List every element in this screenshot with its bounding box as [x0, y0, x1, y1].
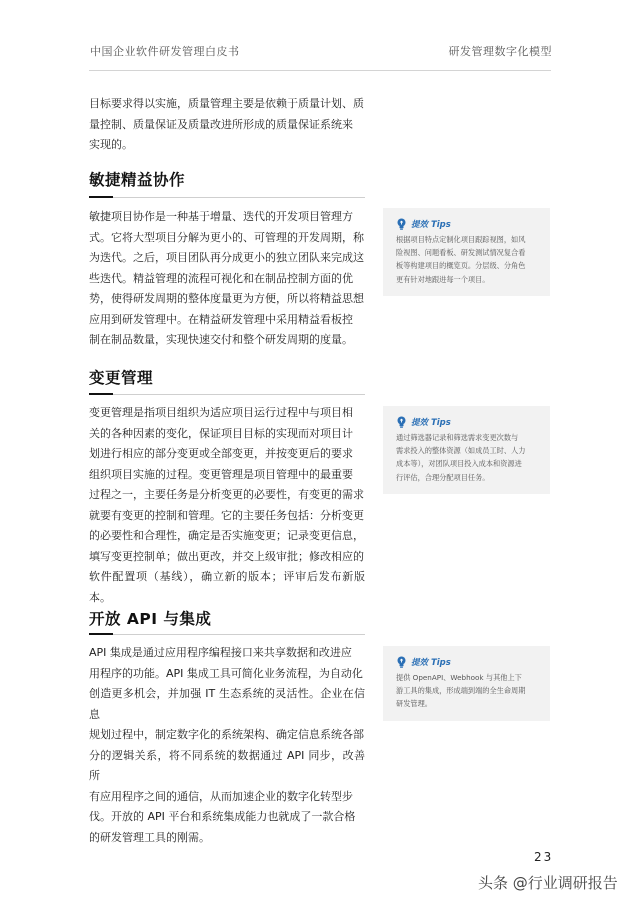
tip-line: 更有针对地跟进每一个项目。	[396, 274, 490, 284]
section-heading-agile: 敏捷精益协作	[89, 171, 186, 189]
section-accent-mark	[89, 633, 113, 635]
paragraph-line: 过程之一，主要任务是分析变更的必要性，有变更的需求	[89, 488, 364, 501]
paragraph-line: 关的各种因素的变化，保证项目目标的实现而对项目计	[89, 426, 353, 440]
intro-paragraph	[89, 94, 365, 156]
tip-box-agile	[383, 208, 550, 296]
tip-line: 行评估，合理分配项目任务。	[396, 472, 490, 482]
paragraph-line: 为迭代。之后，项目团队再分成更小的独立团队来完成这	[89, 251, 364, 264]
section-accent-mark	[89, 196, 113, 198]
section-paragraph-api	[89, 643, 365, 848]
paragraph-line: 应用到研发管理中。在精益研发管理中采用精益看板控	[89, 312, 353, 326]
paragraph-line: 式。它将大型项目分解为更小的、可管理的开发周期，称	[89, 230, 364, 244]
tip-box-api	[383, 646, 550, 721]
section-accent-mark	[89, 393, 113, 395]
tip-line: 研发管理。	[396, 699, 432, 709]
tip-text	[396, 671, 540, 711]
page-number: 23	[534, 850, 554, 864]
section-paragraph-agile	[89, 207, 365, 351]
header-chapter-title: 研发管理数字化模型	[448, 45, 552, 58]
paragraph-line: 势，使得研发周期的整体度量更为方便，所以将精益思想	[89, 292, 364, 305]
tip-line: 需求投入的整体资源（如成员工时、人力	[396, 446, 526, 456]
tip-line: 通过筛选器记录和筛选需求变更次数与	[396, 433, 519, 442]
tip-line: 险视图、问题看板、研发测试情况复合看	[396, 248, 526, 258]
tip-header	[396, 218, 540, 230]
tip-label: 提效 Tips	[411, 658, 451, 668]
tip-header	[396, 416, 540, 428]
section-heading-api: 开放 API 与集成	[89, 610, 212, 628]
lightbulb-icon	[396, 656, 407, 668]
paragraph-line: 分的逻辑关系，将不同系统的数据通过 API 同步，改善所	[89, 748, 365, 782]
tip-text	[396, 233, 540, 286]
lightbulb-icon	[396, 416, 407, 428]
watermark-text: 头条 @行业调研报告	[478, 874, 618, 892]
header-divider	[89, 70, 551, 71]
intro-line: 目标要求得以实施，质量管理主要是依赖于质量计划、质	[89, 97, 364, 110]
paragraph-line: 敏捷项目协作是一种基于增量、迭代的开发项目管理方	[89, 210, 353, 223]
paragraph-line: 有应用程序之间的通信，从而加速企业的数字化转型步	[89, 789, 353, 803]
paragraph-line: 规划过程中，制定数字化的系统架构、确定信息系统各部	[89, 728, 364, 741]
intro-line: 量控制、质量保证及质量改进所形成的质量保证系统来	[89, 117, 353, 131]
tip-line: 游工具的集成，形成端到端的全生命周期	[396, 686, 526, 696]
lightbulb-icon	[396, 218, 407, 230]
tip-label: 提效 Tips	[411, 418, 451, 428]
paragraph-line: API 集成是通过应用程序编程接口来共享数据和改进应	[89, 646, 352, 659]
paragraph-line: 变更管理是指项目组织为适应项目运行过程中与项目相	[89, 406, 353, 419]
section-divider	[89, 197, 365, 198]
tip-text	[396, 431, 540, 484]
tip-header	[396, 656, 540, 668]
tip-line: 提供 OpenAPI、Webhook 与其他上下	[396, 673, 522, 682]
tip-label: 提效 Tips	[411, 220, 451, 230]
paragraph-line: 创造更多机会，并加强 IT 生态系统的灵活性。企业在信息	[89, 687, 365, 721]
tip-line: 根据项目特点定制化项目跟踪视图，如风	[396, 235, 526, 244]
paragraph-line: 的必要性和合理性，确定是否实施变更；记录变更信息，	[89, 529, 364, 542]
paragraph-line: 组织项目实施的过程。变更管理是项目管理中的最重要	[89, 467, 353, 481]
section-paragraph-change	[89, 403, 365, 608]
paragraph-line: 的研发管理工具的刚需。	[89, 830, 210, 844]
paragraph-line: 软件配置项（基线），确立新的版本；评审后发布新版本。	[89, 570, 365, 604]
paragraph-line: 就要有变更的控制和管理。它的主要任务包括：分析变更	[89, 508, 364, 522]
header-document-title: 中国企业软件研发管理白皮书	[90, 45, 240, 58]
paragraph-line: 制在制品数量，实现快速交付和整个研发周期的度量。	[89, 333, 353, 346]
section-divider	[89, 634, 365, 635]
paragraph-line: 划进行相应的部分变更或全部变更，并按变更后的要求	[89, 447, 353, 460]
tip-box-change	[383, 406, 550, 494]
paragraph-line: 伐。开放的 API 平台和系统集成能力也就成了一款合格	[89, 810, 356, 823]
intro-line: 实现的。	[89, 138, 133, 151]
tip-line: 成本等），对团队项目投入成本和资源进	[396, 459, 522, 469]
tip-line: 板等构建项目的概览页。分层级、分角色	[396, 261, 526, 271]
section-heading-change: 变更管理	[89, 369, 154, 387]
paragraph-line: 填写变更控制单；做出更改，并交上级审批；修改相应的	[89, 549, 364, 563]
paragraph-line: 用程序的功能。API 集成工具可简化业务流程，为自动化	[89, 666, 363, 680]
section-divider	[89, 394, 365, 395]
paragraph-line: 些迭代。精益管理的流程可视化和在制品控制方面的优	[89, 271, 353, 285]
